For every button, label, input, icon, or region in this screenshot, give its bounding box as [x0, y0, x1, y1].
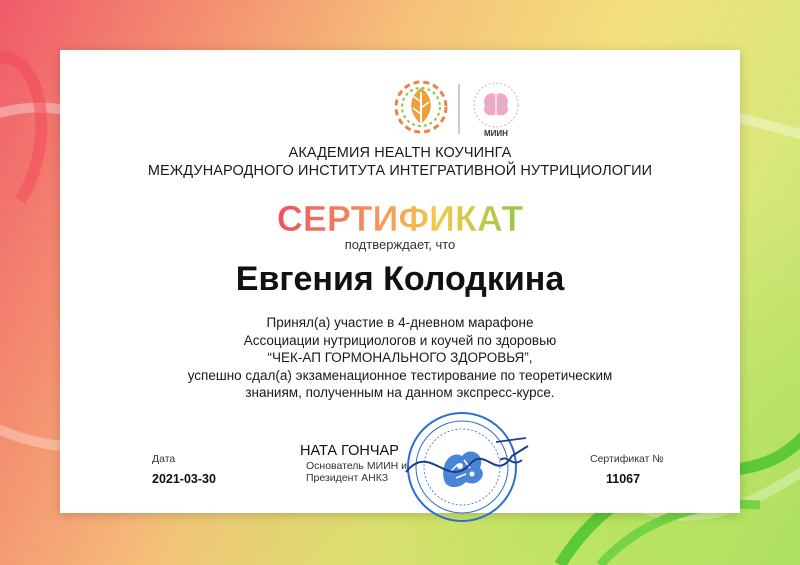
body-line: успешно сдал(а) экзаменационное тестирование по теоретическим — [187, 367, 613, 383]
brain-logo-caption: МИИН — [484, 129, 508, 138]
signer-role — [306, 461, 407, 484]
certificate-number-label: Сертификат № — [590, 453, 664, 465]
certificate-card — [60, 50, 740, 513]
certificate-body — [60, 314, 740, 402]
certificate-number-value: 11067 — [606, 472, 641, 486]
recipient-name: Евгения Колодкина — [235, 260, 565, 298]
body-line: “ЧЕК-АП ГОРМОНАЛЬНОГО ЗДОРОВЬЯ”, — [267, 350, 533, 365]
body-line: знаниям, полученным на данном экспресс-курсе. — [245, 385, 555, 400]
signer-name: НАТА ГОНЧАР — [300, 443, 399, 459]
signer-role-line: Основатель МИИН и — [306, 460, 408, 472]
organization-line-2: МЕЖДУНАРОДНОГО ИНСТИТУТА ИНТЕГРАТИВНОЙ НУТРИЦИОЛОГИИ — [147, 163, 653, 179]
date-value: 2021-03-30 — [152, 472, 216, 486]
body-line: Ассоциации нутрициологов и коучей по здоровью — [243, 332, 557, 348]
body-line: Принял(а) участие в 4-дневном марафоне — [266, 315, 534, 330]
certificate-title-text: СЕРТИФИКАТ — [276, 198, 524, 239]
date-label: Дата — [152, 453, 176, 465]
official-stamp-icon — [400, 402, 530, 532]
organization-line-1: АКАДЕМИЯ HEALTH КОУЧИНГА — [288, 145, 512, 161]
logos — [393, 78, 533, 140]
leaf-helix-logo-icon — [396, 82, 446, 132]
signer-role-line: Президент АНКЗ — [306, 471, 389, 484]
brain-logo-icon — [474, 83, 518, 127]
certificate-title — [250, 198, 550, 242]
confirms-text: подтверждает, что — [344, 237, 456, 252]
